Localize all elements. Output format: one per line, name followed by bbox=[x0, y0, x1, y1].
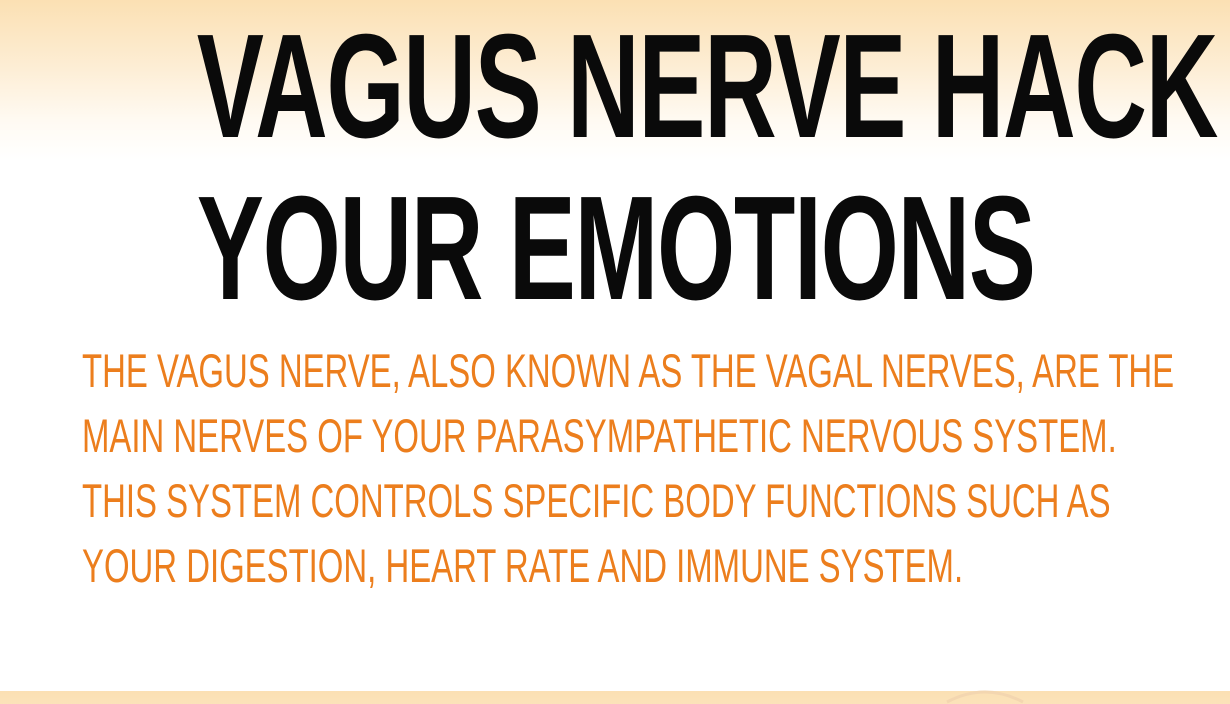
page-title-top-line: VAGUS NERVE HACK bbox=[196, 4, 1218, 170]
description-line: MAIN NERVES OF YOUR PARASYMPATHETIC NERVOUS SYSTEM. bbox=[82, 409, 1117, 462]
description-line: YOUR DIGESTION, HEART RATE AND IMMUNE SYSTEM. bbox=[82, 539, 964, 592]
description-line: THE VAGUS NERVE, ALSO KNOWN AS THE VAGAL NERVES, ARE THE bbox=[82, 344, 1175, 397]
description-line: THIS SYSTEM CONTROLS SPECIFIC BODY FUNCTIONS SUCH AS bbox=[82, 474, 1111, 527]
page-title: YOUR EMOTIONS bbox=[196, 166, 1035, 332]
description-paragraph bbox=[82, 338, 1202, 598]
decorative-arc-icon bbox=[945, 684, 1025, 704]
